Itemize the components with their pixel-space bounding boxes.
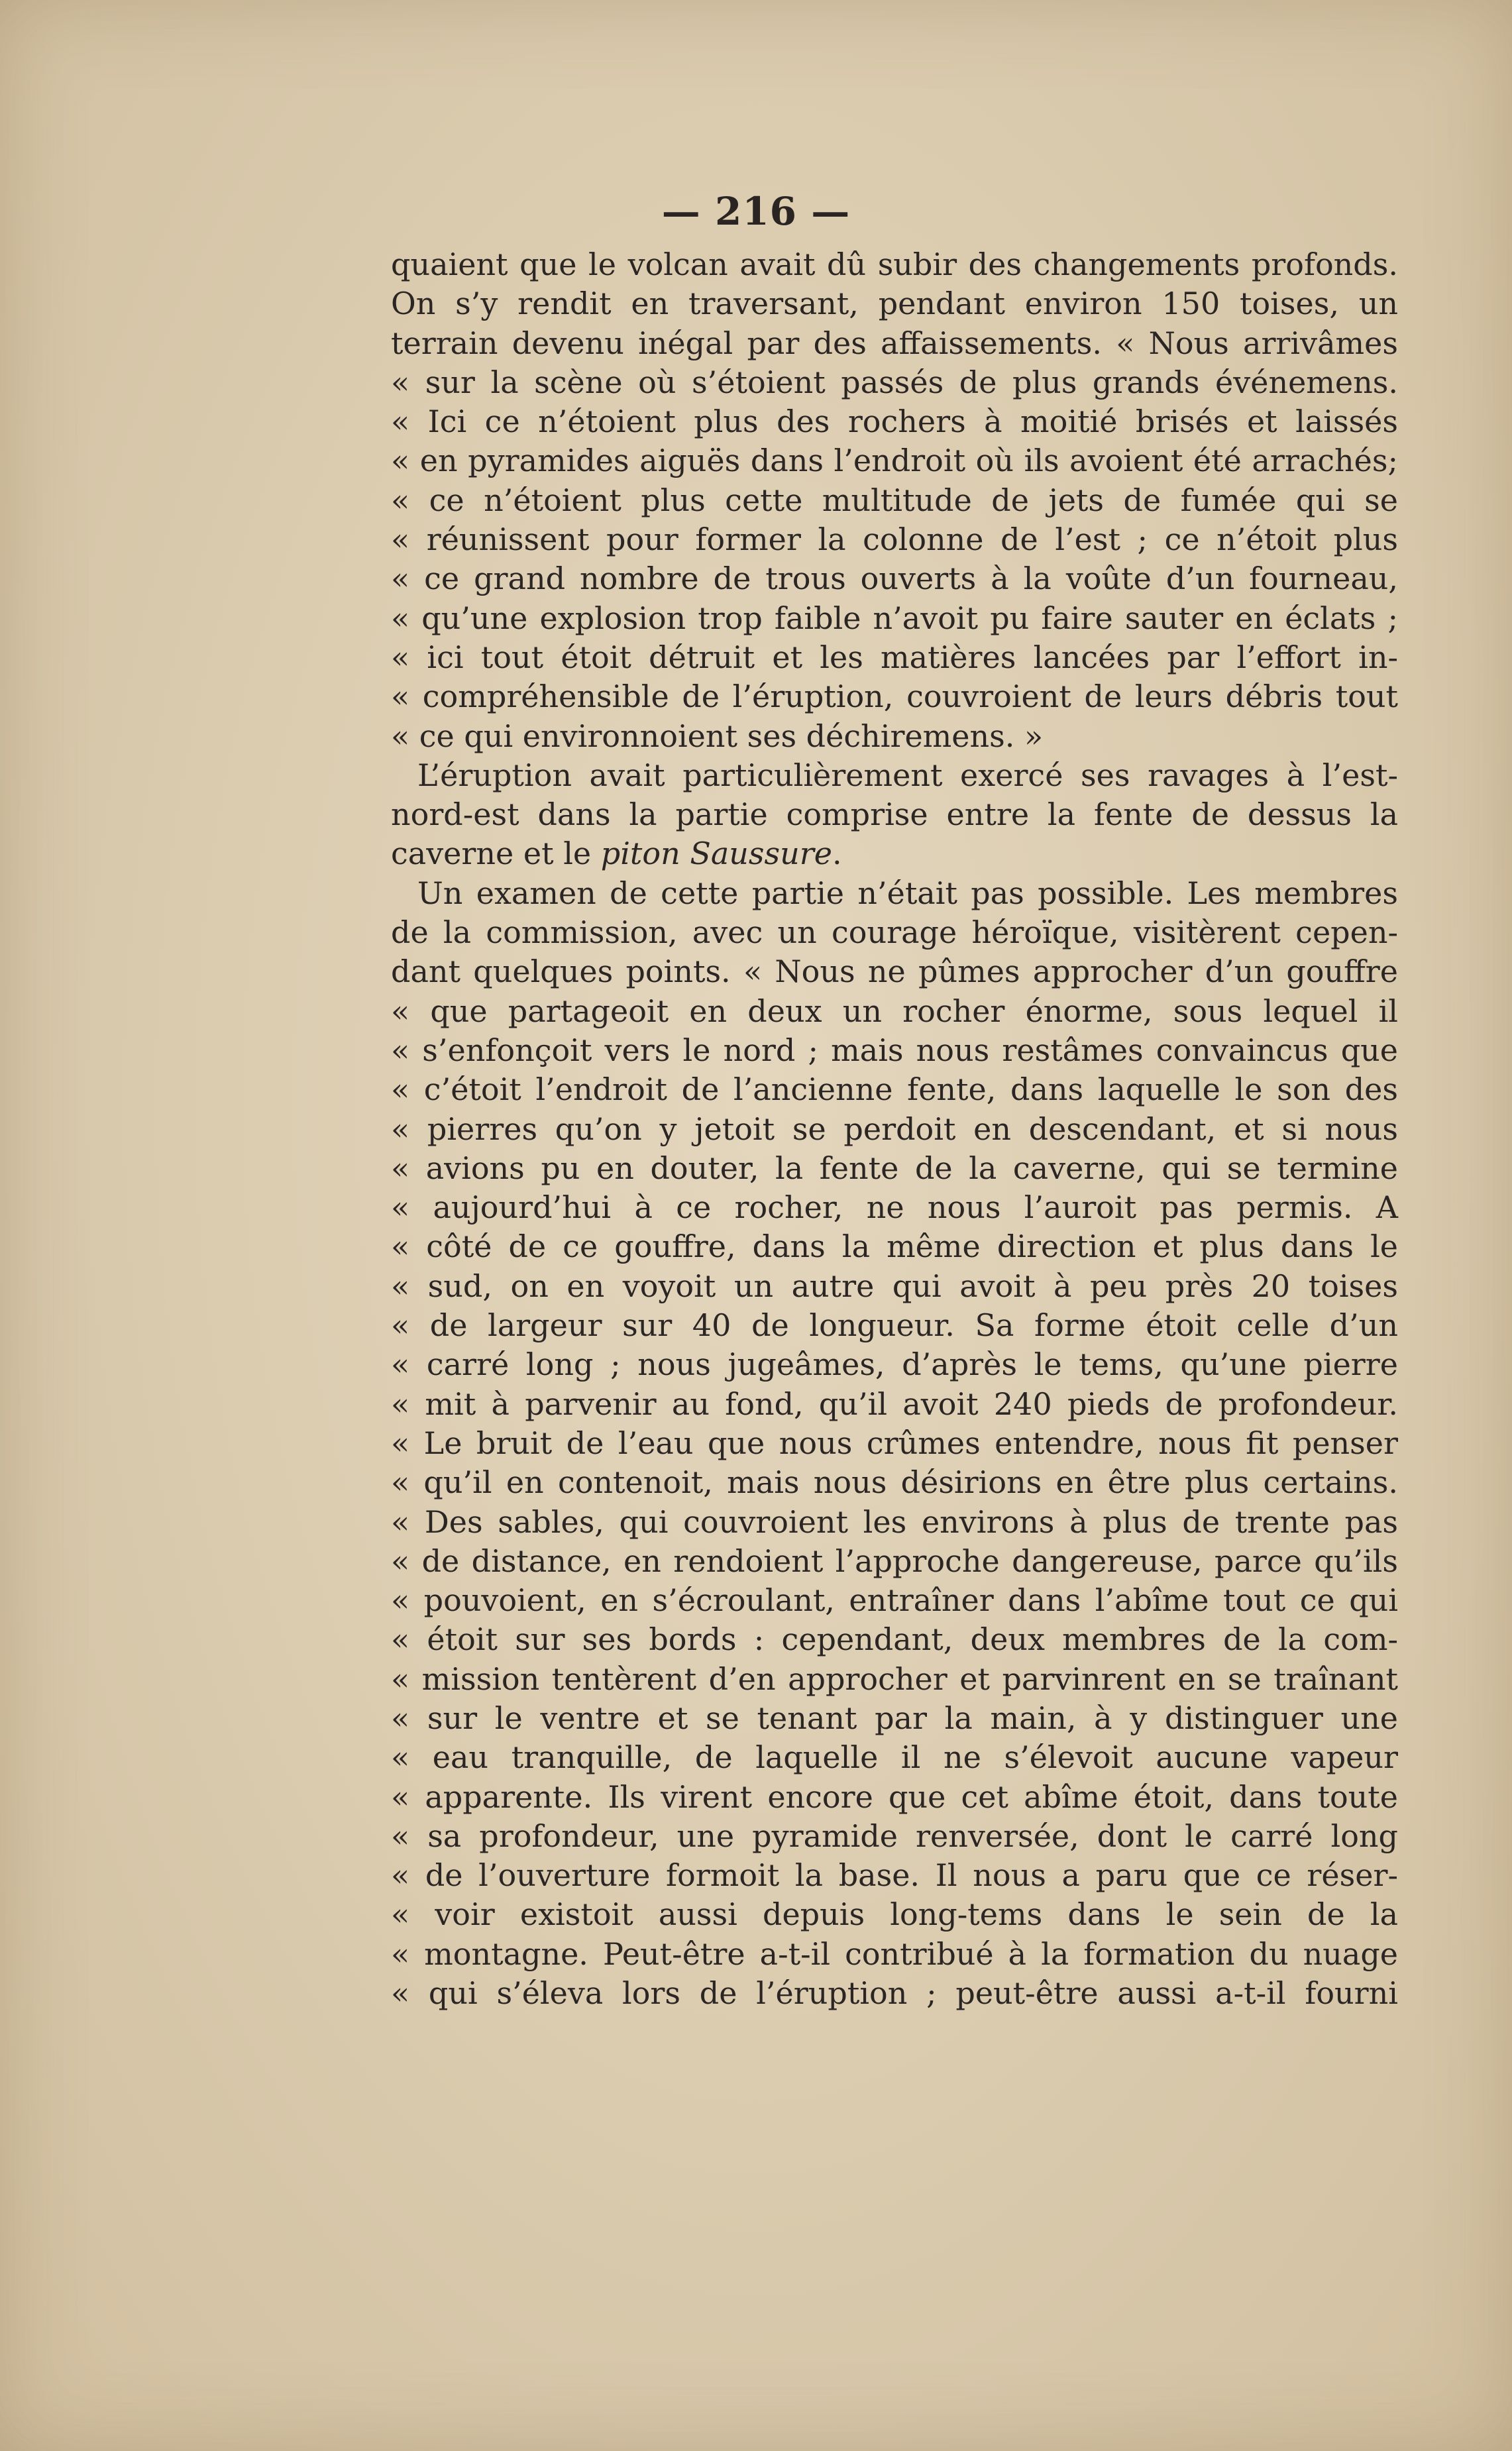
text-line-content: « voir existoit aussi depuis long-tems dans le sein de la <box>391 1896 1398 1933</box>
text-line <box>391 717 1398 756</box>
text-line <box>391 1345 1398 1384</box>
text-line <box>391 913 1398 952</box>
text-line <box>391 638 1398 677</box>
text-line-content: Un examen de cette partie n’était pas possible. Les membres <box>417 875 1398 911</box>
text-line-content: « ce n’étoient plus cette multitude de jets de fumée qui se <box>391 482 1398 518</box>
text-line <box>391 1385 1398 1424</box>
text-line <box>391 1581 1398 1620</box>
text-line-content: « de largeur sur 40 de longueur. Sa forme étoit celle d’un <box>391 1307 1398 1344</box>
text-line <box>391 1267 1398 1306</box>
text-line <box>391 1424 1398 1463</box>
page-number: — 216 — <box>661 189 851 234</box>
text-line-content: « que partageoit en deux un rocher énorme, sous lequel il <box>391 993 1398 1029</box>
text-line <box>391 677 1398 716</box>
text-line-content: « avions pu en douter, la fente de la caverne, qui se termine <box>391 1150 1398 1186</box>
text-line-content: « qui s’éleva lors de l’éruption ; peut-être aussi a-t-il fourni <box>391 1975 1398 2012</box>
text-line-tail: . <box>832 836 842 872</box>
text-line-content: terrain devenu inégal par des affaissements. « Nous arrivâmes <box>391 325 1398 361</box>
text-line-content: dant quelques points. « Nous ne pûmes approcher d’un gouffre <box>391 953 1398 990</box>
text-line <box>391 1699 1398 1738</box>
text-line-content: « étoit sur ses bords : cependant, deux membres de la com- <box>391 1621 1398 1658</box>
text-line-content: « ce grand nombre de trous ouverts à la voûte d’un fourneau, <box>391 561 1398 597</box>
text-line-content: « Le bruit de l’eau que nous crûmes entendre, nous fit penser <box>391 1425 1398 1461</box>
text-line <box>391 559 1398 598</box>
text-line-content: « compréhensible de l’éruption, couvroient de leurs débris tout <box>391 679 1398 715</box>
text-line <box>391 441 1398 480</box>
text-line-content: « qu’une explosion trop faible n’avoit pu faire sauter en éclats ; <box>391 600 1398 636</box>
text-line-content: « s’enfonçoit vers le nord ; mais nous restâmes convaincus que <box>391 1032 1398 1068</box>
text-line-content: « sur la scène où s’étoient passés de plus grands événemens. <box>391 364 1398 400</box>
text-line <box>391 1306 1398 1345</box>
text-line-content: « de l’ouverture formoit la base. Il nous a paru que ce réser- <box>391 1857 1398 1894</box>
text-line-content: « pierres qu’on y jetoit se perdoit en descendant, et si nous <box>391 1111 1398 1147</box>
text-line <box>391 1935 1398 1974</box>
body-text <box>391 245 1398 2013</box>
text-line-content: « en pyramides aiguës dans l’endroit où ils avoient été arrachés; <box>391 443 1398 479</box>
text-line-content: « montagne. Peut-être a-t-il contribué à la formation du nuage <box>391 1935 1398 1972</box>
text-line <box>391 324 1398 363</box>
text-line <box>391 1738 1398 1777</box>
italic-term: piton Saussure <box>600 836 832 872</box>
text-line-content: caverne et le <box>391 836 601 872</box>
text-line <box>391 756 1398 795</box>
text-line-content: « aujourd’hui à ce rocher, ne nous l’auroit pas permis. A <box>391 1189 1398 1226</box>
text-line-content: « Ici ce n’étoient plus des rochers à moitié brisés et laissés <box>391 404 1398 440</box>
text-line-content: « ici tout étoit détruit et les matières lancées par l’effort in- <box>391 639 1398 675</box>
text-line <box>391 245 1398 284</box>
text-line <box>391 402 1398 441</box>
text-line-content: « mission tentèrent d’en approcher et parvinrent en se traînant <box>391 1661 1398 1697</box>
text-line-content: « sur le ventre et se tenant par la main, à y distinguer une <box>391 1700 1398 1736</box>
text-line-content: « sa profondeur, une pyramide renversée, dont le carré long <box>391 1818 1398 1854</box>
text-line-content: « mit à parvenir au fond, qu’il avoit 240 pieds de profondeur. <box>391 1386 1398 1422</box>
text-line <box>391 1778 1398 1817</box>
text-line <box>391 599 1398 638</box>
text-line-content: « apparente. Ils virent encore que cet abîme étoit, dans toute <box>391 1778 1398 1815</box>
text-line-content: On s’y rendit en traversant, pendant environ 150 toises, un <box>391 286 1398 322</box>
text-line-content: « côté de ce gouffre, dans la même direction et plus dans le <box>391 1228 1398 1265</box>
text-line <box>391 1856 1398 1895</box>
text-line <box>391 1031 1398 1070</box>
text-line-content: « sud, on en voyoit un autre qui avoit à peu près 20 toises <box>391 1268 1398 1304</box>
text-line-content: de la commission, avec un courage héroïque, visitèrent cepen- <box>391 914 1398 951</box>
text-line-content: « Des sables, qui couvroient les environs à plus de trente pas <box>391 1503 1398 1540</box>
text-line <box>391 1817 1398 1856</box>
text-line <box>391 284 1398 323</box>
text-line-content: « eau tranquille, de laquelle il ne s’élevoit aucune vapeur <box>391 1739 1398 1776</box>
text-line-content: « de distance, en rendoient l’approche dangereuse, parce qu’ils <box>391 1543 1398 1579</box>
text-line <box>391 874 1398 913</box>
text-line <box>391 1542 1398 1581</box>
text-line-content: quaient que le volcan avait dû subir des changements profonds. <box>391 246 1398 282</box>
text-line-content: nord-est dans la partie comprise entre la fente de dessus la <box>391 796 1398 833</box>
text-line <box>391 1974 1398 2013</box>
text-line-content: « qu’il en contenoit, mais nous désirions en être plus certains. <box>391 1464 1398 1501</box>
text-line-content: « pouvoient, en s’écroulant, entraîner dans l’abîme tout ce qui <box>391 1582 1398 1619</box>
text-line <box>391 795 1398 834</box>
text-line <box>391 834 1398 873</box>
text-line <box>391 363 1398 402</box>
text-line <box>391 1110 1398 1149</box>
text-line-content: L’éruption avait particulièrement exercé ses ravages à l’est- <box>417 757 1398 793</box>
text-line-content: « ce qui environnoient ses déchiremens. » <box>391 718 1044 754</box>
text-line <box>391 481 1398 520</box>
text-line <box>391 1463 1398 1502</box>
text-line <box>391 1070 1398 1109</box>
text-line <box>391 1620 1398 1659</box>
text-line-content: « réunissent pour former la colonne de l’est ; ce n’étoit plus <box>391 521 1398 558</box>
text-line <box>391 1895 1398 1934</box>
text-line <box>391 952 1398 991</box>
text-line <box>391 1188 1398 1227</box>
text-line <box>391 520 1398 559</box>
text-line <box>391 992 1398 1031</box>
text-line <box>391 1503 1398 1542</box>
text-line <box>391 1227 1398 1266</box>
text-line <box>391 1149 1398 1188</box>
text-line <box>391 1660 1398 1699</box>
text-line-content: « c’étoit l’endroit de l’ancienne fente, dans laquelle le son des <box>391 1071 1398 1108</box>
text-line-content: « carré long ; nous jugeâmes, d’après le tems, qu’une pierre <box>391 1346 1398 1383</box>
